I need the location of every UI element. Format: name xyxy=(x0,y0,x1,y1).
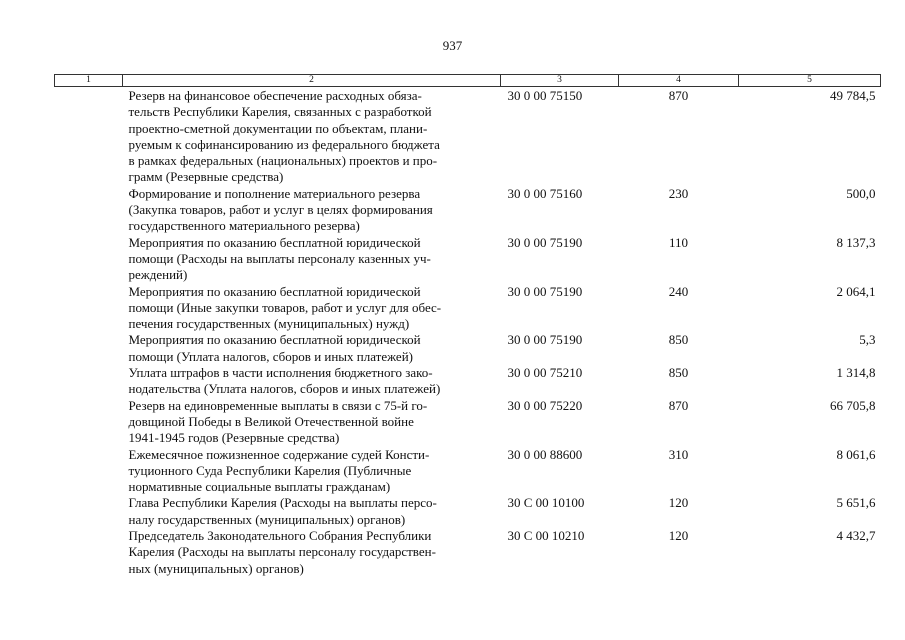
row-expense-type: 230 xyxy=(668,185,689,201)
description-line: Ежемесячное пожизненное содержание судей Консти- xyxy=(128,446,430,462)
row-amount: 8 137,3 xyxy=(836,234,876,250)
row-expense-type: 240 xyxy=(668,283,689,299)
row-budget-code: 30 0 00 75150 xyxy=(507,88,583,103)
row-expense-type: 850 xyxy=(668,365,689,381)
row-number-cell xyxy=(55,495,123,528)
table-row xyxy=(55,284,881,333)
row-budget-code: 30 0 00 75190 xyxy=(507,332,583,348)
row-expense-type: 110 xyxy=(668,234,689,250)
row-number-cell xyxy=(55,332,123,365)
column-number-2: 2 xyxy=(123,75,501,87)
description-line: Резерв на единовременные выплаты в связи с 75-й го- xyxy=(128,397,428,413)
page-number: 937 xyxy=(442,38,463,53)
row-description xyxy=(123,332,501,365)
table-body xyxy=(55,87,881,577)
row-description xyxy=(123,235,501,284)
row-number-cell xyxy=(55,398,123,447)
row-number-cell xyxy=(55,528,123,577)
row-budget-code: 30 С 00 10210 xyxy=(507,528,585,544)
description-line: Формирование и пополнение материального резерва xyxy=(128,185,421,201)
row-expense-type: 850 xyxy=(668,332,689,348)
description-line: довщиной Победы в Великой Отечественной войне xyxy=(128,413,414,429)
column-number-3: 3 xyxy=(501,75,619,87)
row-description xyxy=(123,284,501,333)
column-number-5: 5 xyxy=(739,75,881,87)
row-amount: 500,0 xyxy=(846,185,876,201)
row-expense-type: 120 xyxy=(668,528,689,544)
row-description xyxy=(123,87,501,186)
row-amount: 1 314,8 xyxy=(836,365,876,381)
description-line: руемым к софинансированию из федерального бюджета xyxy=(128,136,440,152)
description-line: Глава Республики Карелия (Расходы на выплаты персо- xyxy=(128,495,437,511)
row-expense-type: 870 xyxy=(668,88,689,103)
row-number-cell xyxy=(55,235,123,284)
description-line: в рамках федеральных (национальных) проектов и про- xyxy=(128,153,438,169)
row-number-cell xyxy=(55,186,123,235)
row-amount: 2 064,1 xyxy=(836,283,876,299)
table-row xyxy=(55,365,881,398)
description-line: печения государственных (муниципальных) нужд) xyxy=(128,316,410,332)
row-amount: 66 705,8 xyxy=(830,397,876,413)
row-budget-code: 30 0 00 75190 xyxy=(507,283,583,299)
row-amount: 5 651,6 xyxy=(836,495,876,511)
row-number-cell xyxy=(55,87,123,186)
description-line: налу государственных (муниципальных) органов) xyxy=(128,511,406,527)
row-budget-code: 30 0 00 88600 xyxy=(507,446,583,462)
row-amount: 5,3 xyxy=(859,332,876,348)
row-expense-type: 120 xyxy=(668,495,689,511)
table-row xyxy=(55,528,881,577)
description-line: грамм (Резервные средства) xyxy=(128,169,284,185)
table-row xyxy=(55,235,881,284)
row-description xyxy=(123,447,501,496)
description-line: помощи (Иные закупки товаров, работ и услуг для обес- xyxy=(128,299,442,315)
description-line: государственного материального резерва) xyxy=(128,218,360,234)
table-row xyxy=(55,398,881,447)
description-line: проектно-сметной документации по объектам, плани- xyxy=(128,120,428,136)
description-line: помощи (Расходы на выплаты персоналу казенных уч- xyxy=(128,250,431,266)
row-description xyxy=(123,495,501,528)
row-description xyxy=(123,398,501,447)
table-row xyxy=(55,332,881,365)
description-line: нодательства (Уплата налогов, сборов и иных платежей) xyxy=(128,381,441,397)
row-description xyxy=(123,528,501,577)
description-line: Уплата штрафов в части исполнения бюджетного зако- xyxy=(128,365,433,381)
description-line: (Закупка товаров, работ и услуг в целях формирования xyxy=(128,202,433,218)
description-line: нормативные социальные выплаты гражданам) xyxy=(128,479,391,495)
row-budget-code: 30 С 00 10100 xyxy=(507,495,585,511)
row-amount: 8 061,6 xyxy=(836,446,876,462)
row-number-cell xyxy=(55,365,123,398)
description-line: помощи (Уплата налогов, сборов и иных платежей) xyxy=(128,348,413,364)
row-budget-code: 30 0 00 75160 xyxy=(507,185,583,201)
description-line: Мероприятия по оказанию бесплатной юридической xyxy=(128,332,421,348)
row-amount: 4 432,7 xyxy=(836,528,876,544)
description-line: 1941-1945 годов (Резервные средства) xyxy=(128,430,340,446)
row-description xyxy=(123,365,501,398)
description-line: Мероприятия по оказанию бесплатной юридической xyxy=(128,283,421,299)
description-line: туционного Суда Республики Карелия (Публичные xyxy=(128,462,412,478)
row-budget-code: 30 0 00 75190 xyxy=(507,234,583,250)
row-budget-code: 30 0 00 75210 xyxy=(507,365,583,381)
description-line: тельств Республики Карелия, связанных с разработкой xyxy=(128,104,432,120)
description-line: Карелия (Расходы на выплаты персоналу государствен- xyxy=(128,544,436,560)
description-line: Резерв на финансовое обеспечение расходных обяза- xyxy=(128,88,422,103)
column-number-4: 4 xyxy=(619,75,739,87)
description-line: Председатель Законодательного Собрания Республики xyxy=(128,528,432,544)
column-number-1: 1 xyxy=(55,75,123,87)
row-number-cell xyxy=(55,284,123,333)
row-amount: 49 784,5 xyxy=(830,88,876,103)
description-line: Мероприятия по оказанию бесплатной юридической xyxy=(128,234,421,250)
table-row xyxy=(55,447,881,496)
description-line: реждений) xyxy=(128,267,188,283)
description-line: ных (муниципальных) органов) xyxy=(128,560,304,576)
table-row xyxy=(55,495,881,528)
table-row xyxy=(55,186,881,235)
budget-table xyxy=(54,74,881,577)
row-number-cell xyxy=(55,447,123,496)
row-description xyxy=(123,186,501,235)
row-expense-type: 870 xyxy=(668,397,689,413)
column-number-header-row xyxy=(55,75,881,87)
row-budget-code: 30 0 00 75220 xyxy=(507,397,583,413)
row-expense-type: 310 xyxy=(668,446,689,462)
table-row xyxy=(55,87,881,186)
